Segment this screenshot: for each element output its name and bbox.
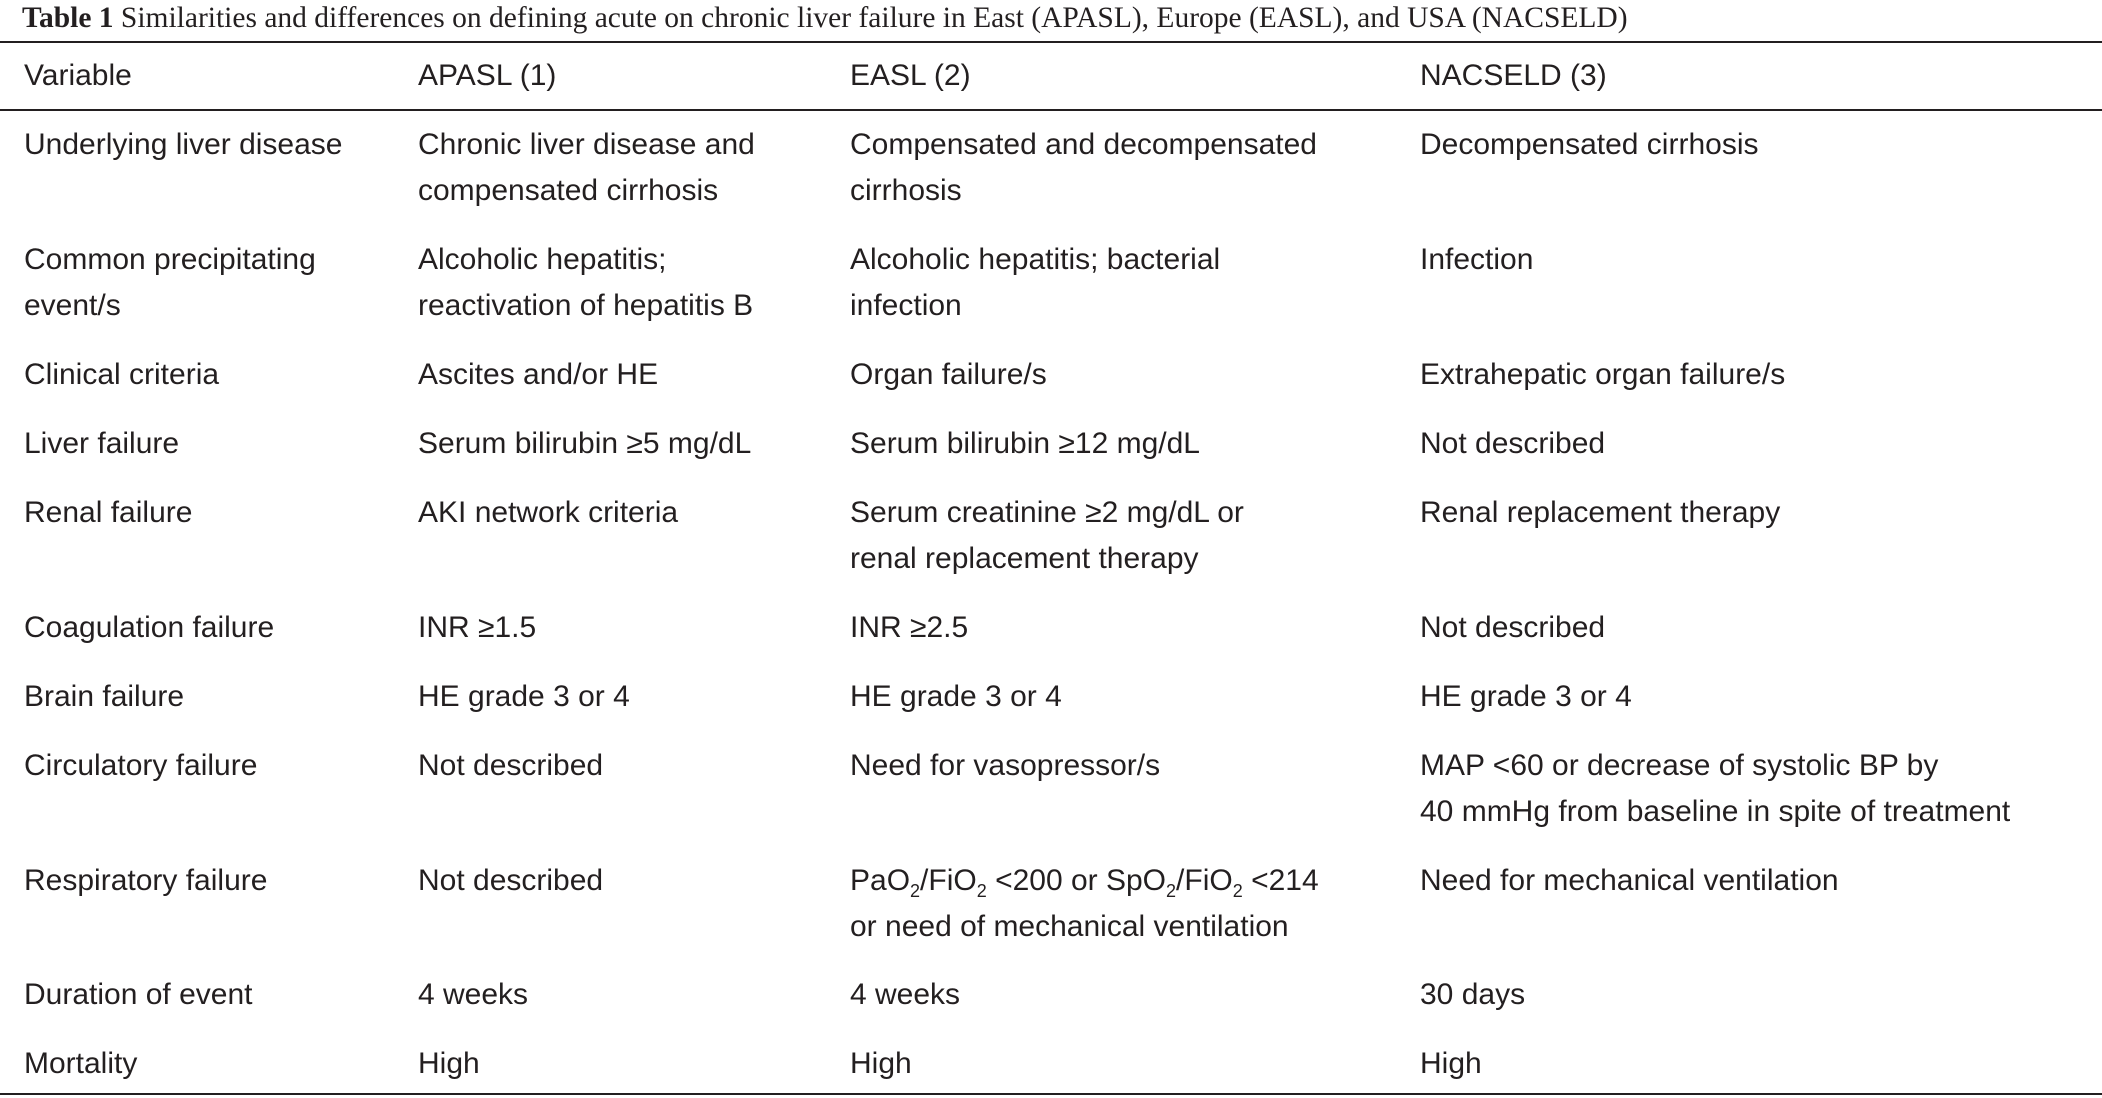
table-cell-nacseld [1420,421,1605,467]
cell-line: Common precipitating [24,243,316,276]
cell-line: Serum bilirubin ≥12 mg/dL [850,427,1200,460]
table-cell-easl [850,972,960,1018]
table-cell-apasl [418,352,658,398]
cell-line: 4 weeks [418,978,529,1011]
table-cell-nacseld [1420,605,1605,651]
table-cell-apasl [418,237,753,329]
cell-line: High [418,1047,480,1080]
cell-line: Not described [1420,611,1606,644]
cell-line: Decompensated cirrhosis [1420,128,1759,161]
table-cell-apasl [418,421,751,467]
table-cell-nacseld [1420,1041,1482,1087]
table-cell-apasl [418,1041,480,1087]
cell-line: reactivation of hepatitis B [418,289,754,322]
cell-line: Renal failure [24,496,193,529]
table-top-rule [0,41,2102,43]
table-caption [22,0,2082,36]
table-cell-nacseld [1420,743,2010,835]
cell-line: Need for mechanical ventilation [1420,864,1839,897]
table-cell-variable [24,1041,137,1087]
cell-line: or need of mechanical ventilation [850,910,1289,943]
table-cell-apasl [418,122,755,214]
cell-line: Renal replacement therapy [1420,496,1781,529]
cell-line: Not described [1420,427,1606,460]
table-cell-variable [24,490,192,536]
cell-line: Need for vasopressor/s [850,749,1161,782]
cell-line: Coagulation failure [24,611,275,644]
table-header-rule [0,109,2102,111]
header-easl: EASL (2) [850,59,971,92]
cell-line: INR ≥1.5 [418,611,537,644]
cell-line: MAP <60 or decrease of systolic BP by [1420,749,1939,782]
table-cell-nacseld [1420,490,1780,536]
cell-line: Serum bilirubin ≥5 mg/dL [418,427,752,460]
cell-line: Chronic liver disease and [418,128,755,161]
cell-line: 30 days [1420,978,1526,1011]
cell-line: PaO$_2$/FiO$_2$ <200 or SpO$_2$/FiO$_2$ <214 [850,864,1319,901]
table-cell-apasl [418,743,603,789]
cell-line: Brain failure [24,680,185,713]
cell-line: Circulatory failure [24,749,258,782]
table-cell-variable [24,743,257,789]
table-cell-easl [850,352,1047,398]
header-nacseld: NACSELD (3) [1420,59,1607,92]
table-cell-nacseld [1420,858,1839,904]
table-cell-easl [850,490,1244,582]
cell-line: Extrahepatic organ failure/s [1420,358,1786,391]
cell-line: Not described [418,749,604,782]
cell-line: Respiratory failure [24,864,268,897]
table-cell-nacseld [1420,674,1632,720]
cell-line: Not described [418,864,604,897]
cell-line: Compensated and decompensated [850,128,1317,161]
table-cell-easl [850,421,1200,467]
cell-line: Organ failure/s [850,358,1047,391]
table-cell-easl [850,237,1220,329]
cell-line: renal replacement therapy [850,542,1199,575]
cell-line: Serum creatinine ≥2 mg/dL or [850,496,1244,529]
table-cell-variable [24,237,316,329]
cell-line: AKI network criteria [418,496,679,529]
cell-line: Mortality [24,1047,138,1080]
table-cell-variable [24,674,184,720]
cell-line: 40 mmHg from baseline in spite of treatment [1420,795,2011,828]
cell-line: Underlying liver disease [24,128,343,161]
cell-line: High [850,1047,912,1080]
table-cell-variable [24,605,274,651]
cell-line: event/s [24,289,121,322]
table-cell-apasl [418,605,536,651]
cell-line: Duration of event [24,978,253,1011]
table-cell-easl [850,858,1319,950]
table-caption-text: Similarities and differences on defining acute on chronic liver failure in East (APASL), Europe (EASL), and USA (NACSELD) [120,2,1628,34]
table-cell-easl [850,1041,912,1087]
cell-line: HE grade 3 or 4 [850,680,1062,713]
cell-line: Liver failure [24,427,180,460]
cell-line: Infection [1420,243,1534,276]
table-cell-apasl [418,858,603,904]
table-cell-nacseld [1420,122,1758,168]
cell-line: Alcoholic hepatitis; [418,243,667,276]
table-cell-easl [850,674,1062,720]
table-cell-nacseld [1420,972,1525,1018]
header-variable: Variable [24,59,132,92]
table-cell-apasl [418,490,678,536]
cell-line: 4 weeks [850,978,961,1011]
cell-line: HE grade 3 or 4 [1420,680,1632,713]
table-cell-apasl [418,674,630,720]
cell-line: compensated cirrhosis [418,174,719,207]
cell-line: HE grade 3 or 4 [418,680,630,713]
table-cell-nacseld [1420,237,1533,283]
cell-line: Clinical criteria [24,358,220,391]
table-cell-easl [850,743,1160,789]
table-cell-variable [24,858,267,904]
table-cell-variable [24,972,252,1018]
cell-line: Ascites and/or HE [418,358,659,391]
table-cell-easl [850,122,1317,214]
table-cell-variable [24,352,219,398]
cell-line: INR ≥2.5 [850,611,969,644]
table-caption-label: Table 1 [22,2,114,34]
cell-line: cirrhosis [850,174,962,207]
cell-line: Alcoholic hepatitis; bacterial [850,243,1221,276]
table-bottom-rule [0,1093,2102,1095]
cell-line: infection [850,289,962,322]
table-cell-easl [850,605,968,651]
cell-line: High [1420,1047,1482,1080]
table-cell-nacseld [1420,352,1785,398]
table-cell-variable [24,122,343,168]
table-cell-variable [24,421,179,467]
header-apasl: APASL (1) [418,59,557,92]
table-cell-apasl [418,972,528,1018]
